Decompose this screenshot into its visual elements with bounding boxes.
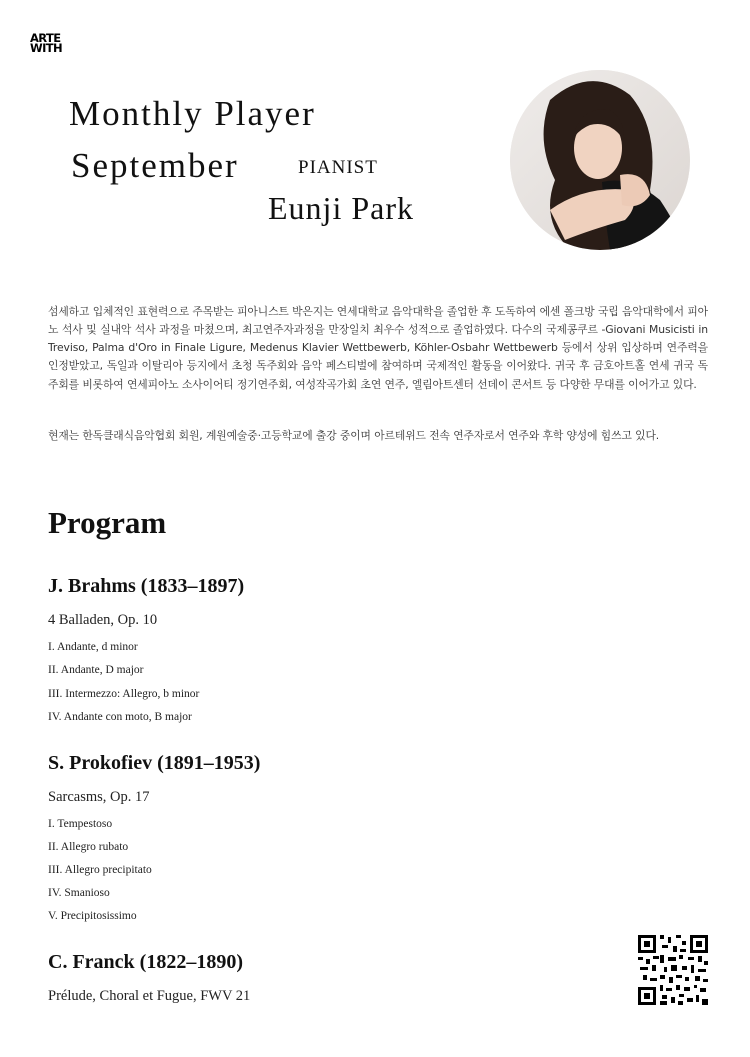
logo-line-1: ARTE <box>30 31 61 45</box>
title-month: September <box>71 146 239 185</box>
bio-paragraph-2: 현재는 한독클래식음악협회 회원, 계원예술중·고등학교에 출강 중이며 아르테위드 전속 연주자로서 연주와 후학 양성에 힘쓰고 있다. <box>48 428 660 442</box>
movement-item: V. Precipitosissimo <box>48 910 137 922</box>
title-role: PIANIST <box>298 157 378 178</box>
movement-item: III. Allegro precipitato <box>48 864 152 876</box>
movement-item: II. Allegro rubato <box>48 841 129 853</box>
title-artist-name: Eunji Park <box>268 190 414 226</box>
movement-item: II. Andante, D major <box>48 664 144 676</box>
work-prokofiev: Sarcasms, Op. 17 <box>48 789 150 805</box>
movement-item: IV. Smanioso <box>48 887 110 899</box>
composer-brahms: J. Brahms (1833–1897) <box>48 575 245 597</box>
logo-line-2: WITH <box>30 41 63 55</box>
movement-item: IV. Andante con moto, B major <box>48 711 192 723</box>
work-franck: Prélude, Choral et Fugue, FWV 21 <box>48 988 251 1004</box>
movement-item: I. Andante, d minor <box>48 641 138 653</box>
qr-code-icon[interactable] <box>638 935 708 1005</box>
artist-portrait-photo <box>510 70 690 250</box>
artewith-logo <box>30 33 70 53</box>
title-monthly-player: Monthly Player <box>69 94 316 133</box>
movement-item: I. Tempestoso <box>48 818 113 830</box>
composer-franck: C. Franck (1822–1890) <box>48 951 243 973</box>
program-heading: Program <box>48 505 167 540</box>
composer-prokofiev: S. Prokofiev (1891–1953) <box>48 752 261 774</box>
bio-paragraph-1: 섬세하고 입체적인 표현력으로 주목받는 피아니스트 박은지는 연세대학교 음악대학을 졸업한 후 도독하여 에센 폴크방 국립 음악대학에서 피아노 석사 및 실내악 석사 과정을 마쳤으며, 최고연주자과정을 만장일치 최우수 성적으로 졸업하였다. 다수의 국제콩쿠르 -Giovani Musicisti in Treviso, Palma d'Oro in Finale Ligure, Medenus Klavier Wettbewerb, Köhler-Osbahr Wettbewerb 등에서 상위 입상하며 연주력을 인정받았고, 독일과 이탈리아 등지에서 초청 독주회와 음악 페스티벌에 참여하며 국제적인 활동을 이어왔다. 귀국 후 금호아트홀 연세 귀국 독주회를 비롯하여 연세피아노 소사이어티 정기연주회, 여성작곡가회 초연 연주, 엘림아트센터 선데이 콘서트 등 다양한 무대를 이어가고 있다. <box>48 304 708 391</box>
movement-item: III. Intermezzo: Allegro, b minor <box>48 688 200 700</box>
work-brahms: 4 Balladen, Op. 10 <box>48 612 158 628</box>
